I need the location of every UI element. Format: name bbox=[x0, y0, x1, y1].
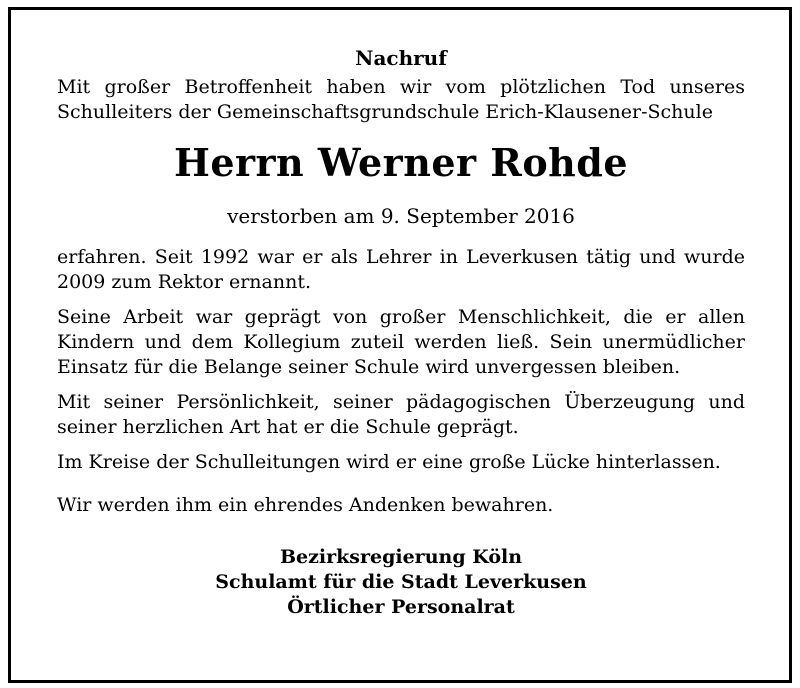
signature-line-authority: Bezirksregierung Köln bbox=[279, 546, 523, 568]
signature-line-school-office: Schulamt für die Stadt Leverkusen bbox=[215, 571, 587, 593]
signature-line-staff-council: Örtlicher Personalrat bbox=[287, 596, 515, 618]
paragraph-career: erfahren. Seit 1992 war er als Lehrer in Leverkusen tätig und wurde 2009 zum Rektor ernannt. bbox=[57, 246, 745, 293]
date-of-death: verstorben am 9. September 2016 bbox=[227, 204, 575, 228]
paragraph-work: Seine Arbeit war geprägt von großer Menschlichkeit, die er allen Kindern und dem Kollegium zuteil werden ließ. Sein unermüdlicher Einsatz für die Belange seiner Schule wird unvergessen bleiben. bbox=[57, 306, 745, 378]
paragraph-personality: Mit seiner Persönlichkeit, seiner pädagogischen Überzeugung und seiner herzlichen Art hat er die Schule geprägt. bbox=[57, 391, 745, 438]
paragraph-loss: Im Kreise der Schulleitungen wird er eine große Lücke hinterlassen. bbox=[57, 451, 721, 473]
intro-text: Mit großer Betroffenheit haben wir vom plötzlichen Tod unseres Schulleiters der Gemeinschaftsgrundschule Erich-Klausener-Schule bbox=[57, 76, 745, 123]
obituary-notice bbox=[57, 46, 745, 620]
deceased-name: Herrn Werner Rohde bbox=[173, 140, 629, 185]
notice-heading: Nachruf bbox=[355, 46, 447, 70]
signature-block bbox=[57, 545, 745, 620]
paragraph-remembrance: Wir werden ihm ein ehrendes Andenken bewahren. bbox=[57, 494, 554, 516]
